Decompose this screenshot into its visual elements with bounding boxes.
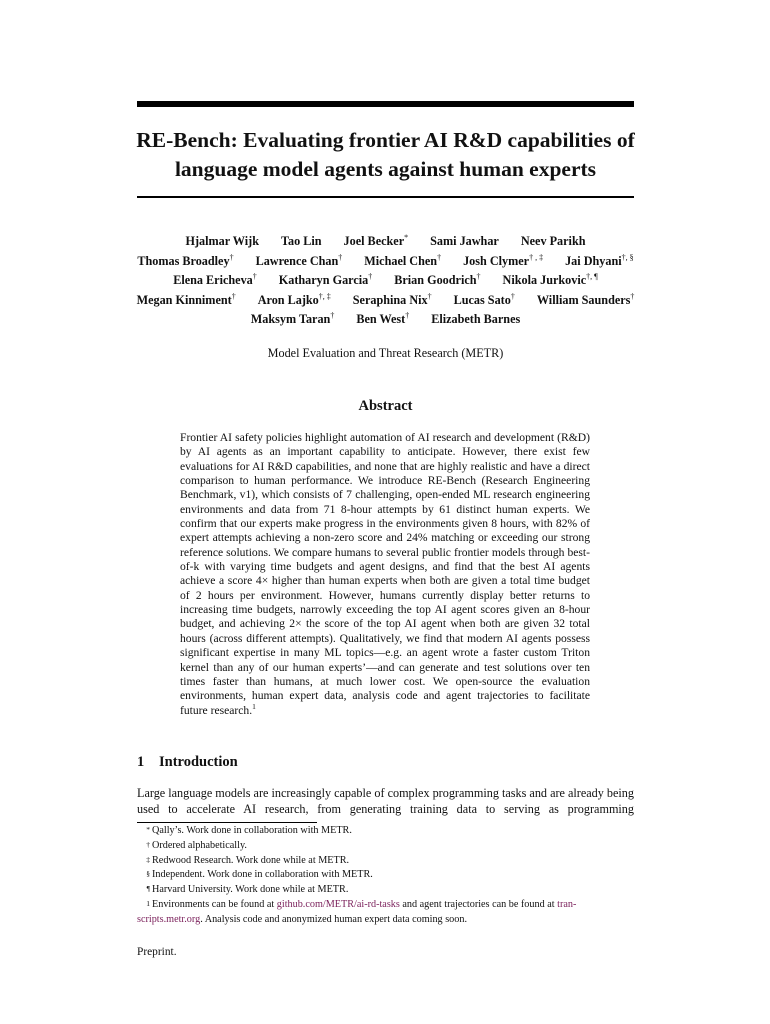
author-row	[120, 252, 651, 272]
affiliation: Model Evaluation and Threat Research (METR)	[267, 346, 504, 360]
author-name	[454, 291, 515, 311]
author-name	[353, 291, 432, 311]
transcripts-link-part2[interactable]: scripts.metr.org	[137, 913, 201, 925]
author-name-text: Lawrence Chan	[255, 253, 339, 268]
footnote-list	[137, 824, 634, 898]
author-name-text: Brian Goodrich	[394, 273, 477, 287]
author-name-text: Aron Lajko	[257, 292, 319, 307]
author-name	[256, 252, 343, 272]
footnote	[137, 883, 634, 898]
section-heading	[137, 754, 238, 771]
author-name-text: Sami Jawhar	[430, 234, 499, 248]
author-name-text: Megan Kinniment	[136, 292, 232, 307]
abstract-footnote-mark[interactable]: 1	[252, 701, 256, 711]
author-name-text: Michael Chen	[364, 253, 438, 268]
author-name-text: Josh Clymer	[463, 253, 530, 268]
author-name	[137, 291, 236, 311]
author-name-text: Joel Becker	[343, 234, 405, 248]
author-affiliation-mark: †	[630, 291, 635, 301]
footnote-mark: †	[146, 839, 150, 849]
author-list	[120, 232, 651, 330]
footnote-mark: ¶	[146, 884, 150, 894]
footnote-links	[137, 898, 634, 928]
author-name-text: Hjalmar Wijk	[185, 234, 259, 248]
author-name	[173, 271, 257, 291]
author-row	[120, 291, 651, 311]
author-name-text: Maksym Taran	[250, 312, 331, 326]
author-name-text: Elizabeth Barnes	[431, 312, 521, 326]
author-name-text: Nikola Jurkovic	[502, 273, 587, 287]
footnote-mark: §	[146, 869, 150, 879]
footnote-mark: ‡	[146, 854, 150, 864]
author-row	[120, 271, 651, 291]
footnote	[137, 854, 634, 869]
author-name	[503, 271, 598, 291]
author-row	[120, 232, 651, 252]
footnote	[137, 839, 634, 854]
preprint-label: Preprint.	[137, 946, 177, 958]
title-line-1: RE-Bench: Evaluating frontier AI R&D capabilities of	[136, 128, 635, 152]
footnote-mark: 1	[146, 898, 150, 908]
author-name	[251, 310, 335, 330]
footnote-text: and agent trajectories can be found at	[399, 898, 558, 910]
author-name-text: William Saunders	[536, 292, 631, 307]
author-name	[344, 232, 409, 252]
author-name	[463, 252, 543, 272]
footnote-text: Qally’s. Work done in collaboration with METR.	[152, 825, 352, 836]
author-affiliation-mark: †	[229, 252, 234, 262]
footnote-mark: *	[146, 825, 150, 834]
author-affiliation-mark: †	[330, 310, 335, 320]
title-top-rule	[137, 101, 634, 107]
author-affiliation-mark: †	[252, 271, 257, 281]
footnote-text: . Analysis code and anonymized human expert data coming soon.	[200, 913, 467, 925]
author-name	[430, 232, 499, 252]
author-name-text: Elena Ericheva	[173, 273, 253, 287]
author-affiliation-mark: †	[437, 252, 442, 262]
paper-title	[120, 126, 651, 184]
footnote-text: Independent. Work done in collaboration with METR.	[152, 869, 373, 881]
author-name	[186, 232, 259, 252]
section-title: Introduction	[159, 754, 238, 770]
author-row	[120, 310, 651, 330]
footnote-text: Redwood Research. Work done while at METR.	[152, 854, 350, 866]
author-affiliation-mark: †, ¶	[586, 271, 598, 281]
author-name-text: Jai Dhyani	[565, 253, 622, 268]
author-affiliation-mark: †	[368, 271, 373, 281]
footnote-text: Harvard University. Work done while at METR.	[152, 884, 349, 896]
footnote-text: Environments can be found at	[152, 898, 277, 910]
author-affiliation-mark: †	[510, 291, 515, 301]
footnotes	[137, 824, 634, 928]
author-affiliation-mark: †	[476, 271, 481, 281]
author-name	[431, 310, 520, 330]
abstract-text	[180, 431, 590, 718]
intro-paragraph: Large language models are increasingly capable of complex programming tasks and are already being used to accelerate AI research, from generating training data to serving as programming	[137, 786, 634, 816]
author-name	[364, 252, 441, 272]
author-name	[258, 291, 331, 311]
author-name	[565, 252, 634, 272]
author-name-text: Seraphina Nix	[352, 292, 428, 307]
author-affiliation-mark: †	[338, 252, 343, 262]
author-name	[521, 232, 586, 252]
footnote	[137, 868, 634, 883]
abstract-heading: Abstract	[358, 398, 413, 414]
abstract-body: Frontier AI safety policies highlight automation of AI research and development (R&D) by AI agents as an important capability to anticipate. However, there exist few evaluations for AI R&D capabilities, and none that are highly realistic and have a direct comparison to human performance. We introduce RE-Bench (Research Engineering Benchmark, v1), which consists of 7 challenging, open-ended ML research engineering environments and data from 71 8-hour attempts by 61 distinct human experts. We confirm that our experts make progress in the environments given 8 hours, with 82% of expert attempts achieving a non-zero score and 24% matching or exceeding our strong reference solutions. We compare humans to several public frontier models through best-of-k with varying time budgets and agent designs, and find that the best AI agents achieve a score 4× higher than human experts when both are given a total time budget of 2 hours per environment. However, humans currently display better returns to increasing time budgets, narrowly exceeding the top AI agent scores given an 8-hour budget, and achieving 2× the score of the top AI agent when both are given 32 total hours (across different attempts). Qualitatively, we find that modern AI agents possess significant expertise in many ML topics—e.g. an agent wrote a faster custom Triton kernel than any of our human experts’—and can generate and test solutions over ten times faster than humans, at much lower cost. We open-source the evaluation environments, human expert data, analysis code and agent trajectories to facilitate future research.	[180, 431, 590, 717]
author-affiliation-mark: †	[427, 291, 432, 301]
author-affiliation-mark: †	[405, 310, 410, 320]
footnote	[137, 824, 634, 839]
author-affiliation-mark: †, ‡	[318, 291, 331, 301]
author-name-text: Thomas Broadley	[137, 253, 230, 268]
author-name-text: Katharyn Garcia	[278, 273, 369, 287]
author-name	[137, 252, 233, 272]
author-affiliation-mark: *	[404, 232, 409, 242]
author-name-text: Neev Parikh	[520, 234, 586, 248]
transcripts-link-part1[interactable]: tran-	[557, 898, 577, 910]
author-name	[537, 291, 635, 311]
footnote-rule	[137, 822, 317, 823]
author-name	[356, 310, 409, 330]
github-link[interactable]: github.com/METR/ai-rd-tasks	[276, 898, 400, 910]
author-name	[394, 271, 480, 291]
title-bottom-rule	[137, 196, 634, 198]
author-affiliation-mark: †, §	[621, 252, 634, 262]
author-name	[281, 232, 322, 252]
title-line-2: language model agents against human experts	[174, 157, 597, 181]
author-name-text: Tao Lin	[280, 234, 322, 248]
author-affiliation-mark: †	[231, 291, 236, 301]
section-number: 1	[137, 754, 145, 770]
author-name	[279, 271, 372, 291]
author-affiliation-mark: † , ‡	[529, 252, 544, 262]
author-name-text: Ben West	[356, 312, 406, 326]
footnote-text: Ordered alphabetically.	[152, 839, 247, 851]
author-name-text: Lucas Sato	[453, 292, 511, 307]
